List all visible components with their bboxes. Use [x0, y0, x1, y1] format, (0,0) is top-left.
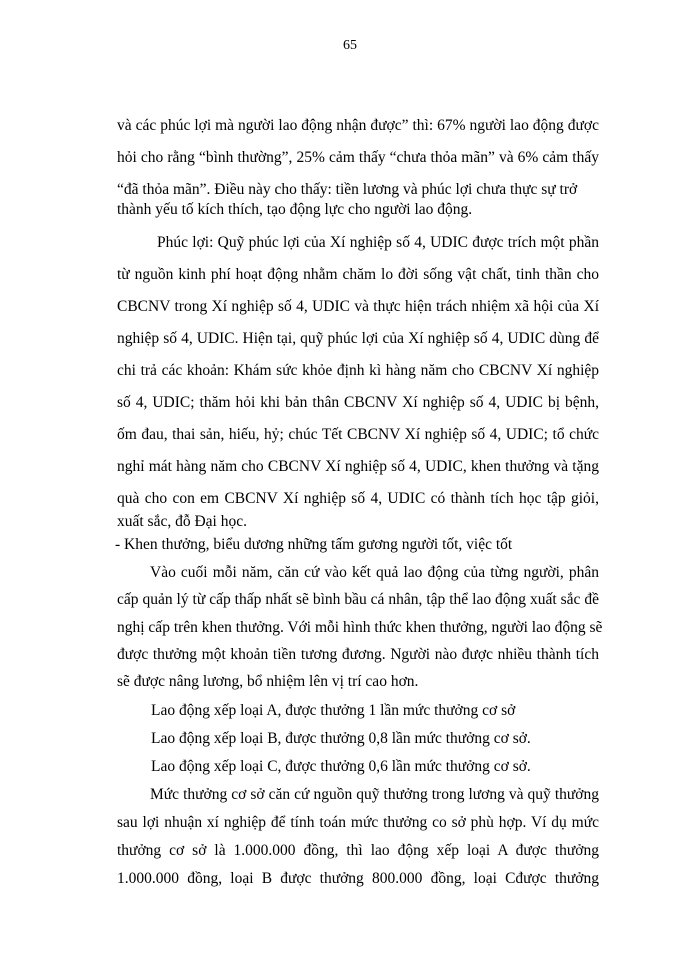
- text-line: Mức thưởng cơ sở căn cứ nguồn quỹ thưởng trong lương và quỹ thưởng: [150, 786, 599, 803]
- text-line: CBCNV trong Xí nghiệp số 4, UDIC và thực hiện trách nhiệm xã hội của Xí: [117, 298, 599, 315]
- text-line: Lao động xếp loại B, được thưởng 0,8 lần mức thưởng cơ sở.: [151, 730, 531, 747]
- text-line: - Khen thưởng, biểu dương những tấm gương người tốt, việc tốt: [115, 536, 513, 553]
- text-line: Lao động xếp loại C, được thưởng 0,6 lần mức thưởng cơ sở.: [151, 758, 531, 775]
- text-line: Phúc lợi: Quỹ phúc lợi của Xí nghiệp số 4, UDIC được trích một phần: [157, 234, 599, 251]
- text-line: quà cho con em CBCNV Xí nghiệp số 4, UDIC có thành tích học tập giỏi,: [117, 490, 599, 507]
- text-line: 1.000.000 đồng, loại B được thưởng 800.000 đồng, loại Cđược thưởng: [117, 870, 599, 887]
- text-line: nghiệp số 4, UDIC. Hiện tại, quỹ phúc lợi của Xí nghiệp số 4, UDIC dùng để: [117, 330, 599, 347]
- text-line: nghị cấp trên khen thưởng. Với mỗi hình thức khen thưởng, người lao động sẽ: [117, 619, 603, 636]
- text-line: thành yếu tố kích thích, tạo động lực cho người lao động.: [117, 201, 473, 218]
- text-line: thưởng cơ sở là 1.000.000 đồng, thì lao động xếp loại A được thưởng: [117, 842, 599, 859]
- text-line: sau lợi nhuận xí nghiệp để tính toán mức thưởng co sở phù hợp. Ví dụ mức: [117, 814, 599, 831]
- text-line: Vào cuối mỗi năm, căn cứ vào kết quả lao động của từng người, phân: [150, 564, 599, 581]
- page-number: 65: [343, 38, 357, 53]
- text-line: hỏi cho rằng “bình thường”, 25% cảm thấy “chưa thỏa mãn” và 6% cảm thấy: [117, 149, 599, 166]
- text-line: được thưởng một khoản tiền tương đương. Người nào được nhiều thành tích: [117, 646, 599, 663]
- text-line: xuất sắc, đỗ Đại học.: [117, 513, 247, 530]
- text-line: Lao động xếp loại A, được thưởng 1 lần mức thưởng cơ sở: [151, 702, 516, 719]
- text-line: cấp quản lý từ cấp thấp nhất sẽ bình bầu cá nhân, tập thể lao động xuất sắc đề: [117, 591, 599, 608]
- text-line: chi trả các khoản: Khám sức khỏe định kì hàng năm cho CBCNV Xí nghiệp: [117, 362, 599, 379]
- text-line: nghỉ mát hàng năm cho CBCNV Xí nghiệp số 4, UDIC, khen thưởng và tặng: [117, 458, 599, 475]
- text-line: “đã thỏa mãn”. Điều này cho thấy: tiền lương và phúc lợi chưa thực sự trở: [117, 181, 578, 198]
- text-line: sẽ được nâng lương, bổ nhiệm lên vị trí cao hơn.: [117, 673, 419, 690]
- text-line: số 4, UDIC; thăm hỏi khi bản thân CBCNV Xí nghiệp số 4, UDIC bị bệnh,: [117, 394, 599, 411]
- text-line: ốm đau, thai sản, hiếu, hỷ; chúc Tết CBCNV Xí nghiệp số 4, UDIC; tổ chức: [117, 426, 599, 443]
- text-line: từ nguồn kinh phí hoạt động nhằm chăm lo đời sống vật chất, tinh thần cho: [117, 266, 599, 283]
- text-line: và các phúc lợi mà người lao động nhận được” thì: 67% người lao động được: [117, 117, 599, 134]
